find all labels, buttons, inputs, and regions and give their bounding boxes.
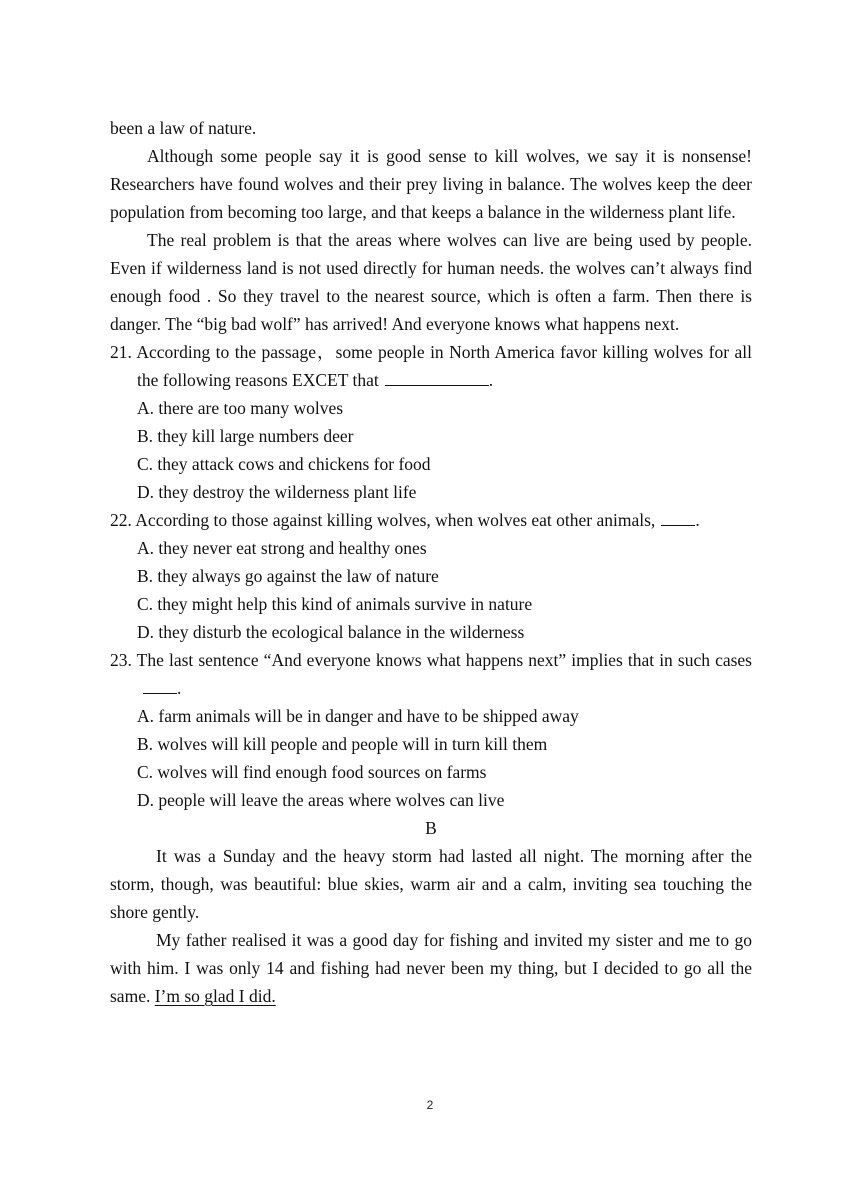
option-22-d: D. they disturb the ecological balance in the wilderness (137, 622, 525, 642)
answer-blank-22 (661, 507, 695, 526)
section-b-heading: B (425, 818, 437, 838)
question-23-end: . (177, 678, 182, 698)
option-21-d: D. they destroy the wilderness plant life (137, 482, 417, 502)
passage-b-paragraph-2 (110, 926, 752, 1010)
document-page (110, 114, 752, 1010)
question-21-end: . (488, 370, 494, 390)
option-22-c: C. they might help this kind of animals survive in nature (137, 594, 533, 614)
question-23-text: 23. The last sentence “And everyone knows what happens next” implies that in such cases (110, 650, 752, 670)
question-21-text: 21. According to the passage，some people in North America favor killing wolves for all the following reasons EXCET that (110, 342, 752, 390)
passage-a-paragraph-2: The real problem is that the areas where wolves can live are being used by people. Even if wilderness land is not used directly for human needs. the wolves can’t always find enough food . So they travel to the nearest source, which is often a farm. Then there is danger. The “big bad wolf” has arrived! And everyone knows what happens next. (110, 230, 752, 334)
question-23-stem (110, 646, 752, 702)
option-22-b: B. they always go against the law of nature (137, 566, 439, 586)
answer-blank-21 (385, 367, 489, 386)
option-23-d: D. people will leave the areas where wolves can live (137, 790, 505, 810)
option-21-a: A. there are too many wolves (137, 398, 344, 418)
option-22-a: A. they never eat strong and healthy ones (137, 538, 427, 558)
answer-blank-23 (143, 675, 177, 694)
passage-a-paragraph-1: Although some people say it is good sense to kill wolves, we say it is nonsense! Researchers have found wolves and their prey living in balance. The wolves keep the deer population from becoming too large, and that keeps a balance in the wilderness plant life. (110, 146, 752, 222)
question-21-stem (110, 338, 752, 394)
question-22-stem (110, 506, 752, 534)
underlined-sentence: I’m so glad I did. (154, 986, 276, 1006)
page-number: 2 (426, 1098, 434, 1112)
passage-b-paragraph-1: It was a Sunday and the heavy storm had lasted all night. The morning after the storm, though, was beautiful: blue skies, warm air and a calm, inviting sea touching the shore gently. (110, 846, 752, 922)
option-21-b: B. they kill large numbers deer (137, 426, 354, 446)
option-23-a: A. farm animals will be in danger and have to be shipped away (137, 706, 579, 726)
option-21-c: C. they attack cows and chickens for food (137, 454, 431, 474)
option-23-c: C. wolves will find enough food sources on farms (137, 762, 487, 782)
passage-b-paragraph-2-text: My father realised it was a good day for fishing and invited my sister and me to go with him. I was only 14 and fishing had never been my thing, but I decided to go all the same. (110, 930, 752, 1006)
question-22-text: 22. According to those against killing wolves, when wolves eat other animals, (110, 510, 656, 530)
question-22-end: . (695, 510, 700, 530)
passage-a-paragraph-0: been a law of nature. (110, 118, 257, 138)
option-23-b: B. wolves will kill people and people will in turn kill them (137, 734, 548, 754)
